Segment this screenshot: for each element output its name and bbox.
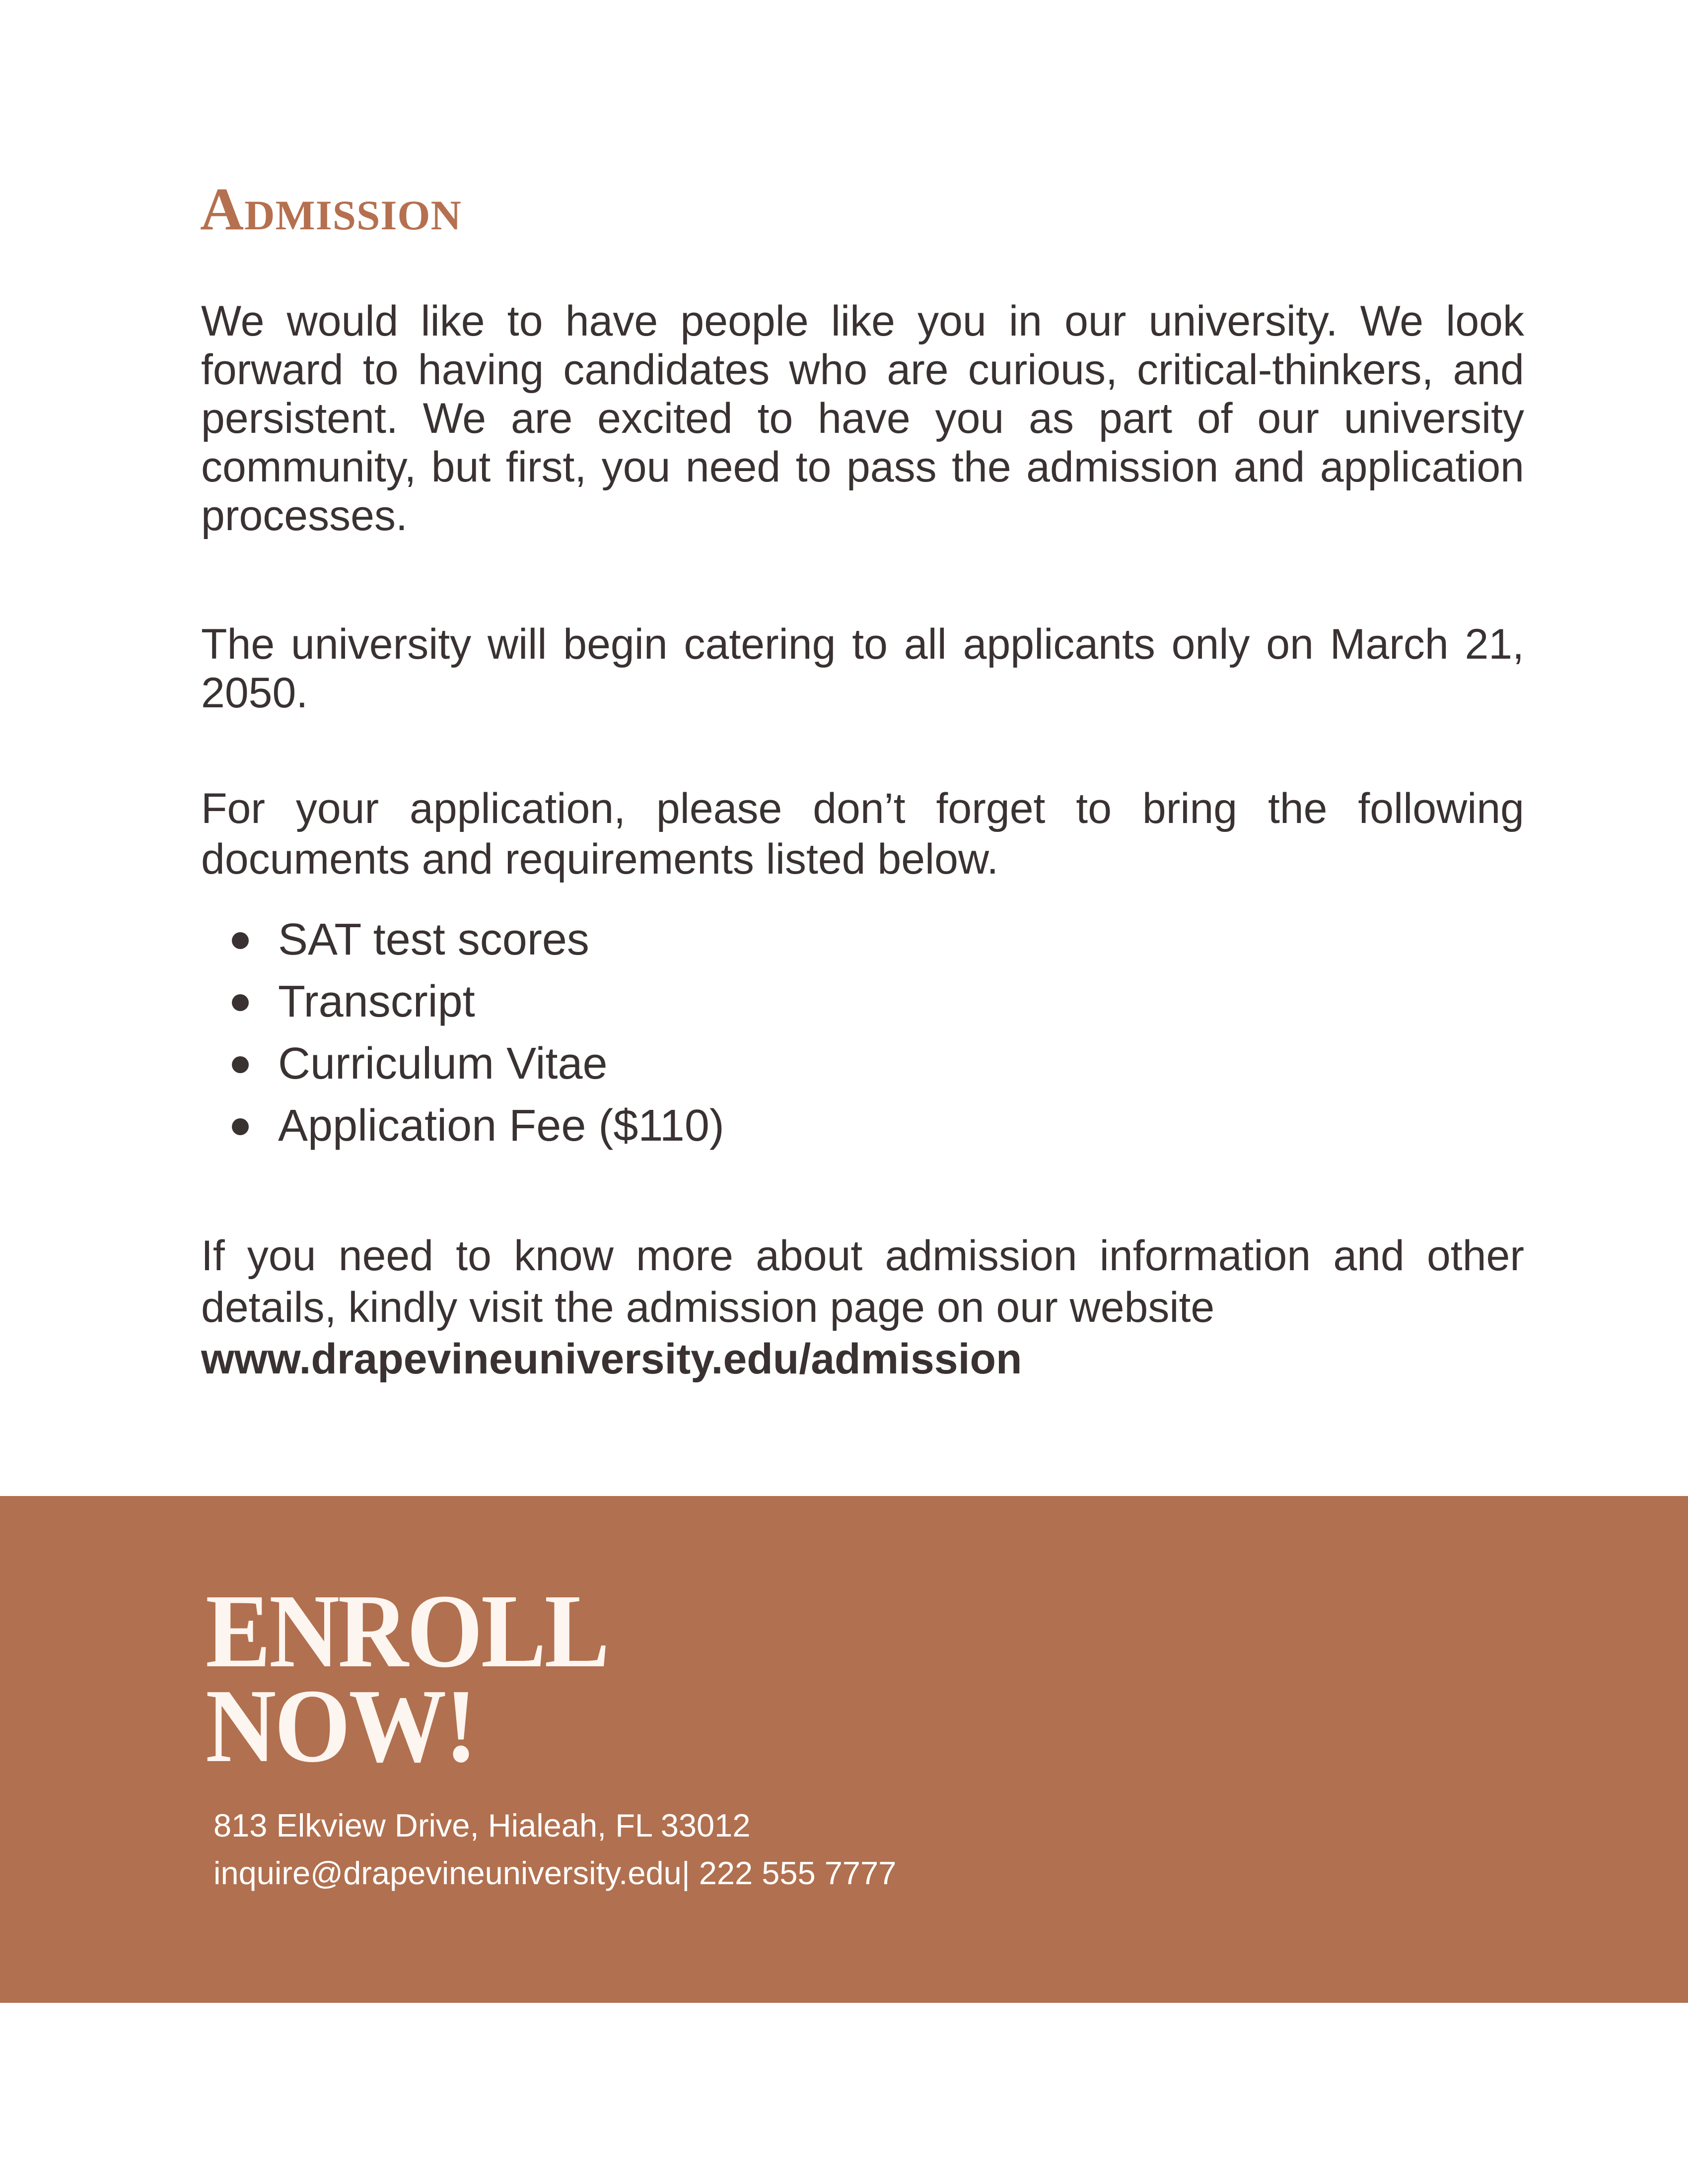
requirement-label: Curriculum Vitae	[278, 1039, 608, 1089]
bullet-icon	[232, 1118, 249, 1135]
start-date-paragraph: The university will begin catering to all applicants only on March 21, 2050.	[201, 620, 1524, 717]
requirement-label: SAT test scores	[278, 915, 589, 964]
intro-paragraph: We would like to have people like you in our university. We look forward to having candidates who are curious, critical-thinkers, and persistent. We are excited to have you as part of our university community, but first, you need to pass the admission and application processes.	[201, 297, 1524, 540]
email-phone-text: inquire@drapevineuniversity.edu| 222 555 7777	[213, 1855, 897, 1891]
contact-info	[213, 1802, 896, 1897]
bullet-icon	[232, 994, 249, 1011]
cta-line-2: NOW!	[206, 1667, 476, 1784]
list-item	[201, 1033, 724, 1095]
address-text: 813 Elkview Drive, Hialeah, FL 33012	[213, 1807, 751, 1843]
enroll-footer-band	[0, 1496, 1688, 2003]
page-title: Admission	[200, 176, 462, 243]
requirements-list	[201, 909, 724, 1157]
admission-website-link[interactable]: www.drapevineuniversity.edu/admission	[201, 1335, 1022, 1383]
list-item	[201, 909, 724, 971]
list-item	[201, 1095, 724, 1157]
cta-line-1: ENROLL	[206, 1572, 608, 1689]
more-info-paragraph: If you need to know more about admission information and other details, kindly visit the admission page on our website	[201, 1232, 1524, 1331]
more-info-block	[201, 1230, 1524, 1385]
bullet-icon	[232, 932, 249, 949]
requirements-intro-paragraph: For your application, please don’t forget to bring the following documents and requirements listed below.	[201, 785, 1524, 883]
requirement-label: Transcript	[278, 977, 475, 1026]
list-item	[201, 971, 724, 1033]
enroll-now-heading	[206, 1572, 608, 1784]
bullet-icon	[232, 1056, 249, 1073]
requirement-label: Application Fee ($110)	[278, 1101, 724, 1151]
